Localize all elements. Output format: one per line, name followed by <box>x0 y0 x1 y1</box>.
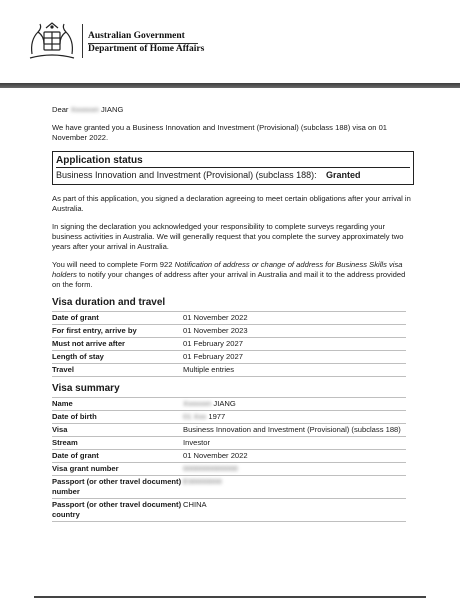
survey-paragraph: In signing the declaration you acknowledged your responsibility to complete surveys regarding your business activities in Australia. We will generally request that you complete the survey approximately two years after your arrival in Australia. <box>52 222 404 251</box>
obligation-paragraph: As part of this application, you signed a declaration agreeing to meet certain obligations after your arrival in Australia. <box>52 194 411 213</box>
status-title: Application status <box>56 154 410 168</box>
table-row: Stream Investor <box>52 437 406 450</box>
redacted-birth-day: 01 Xxx <box>183 412 207 421</box>
table-row: Date of grant 01 November 2022 <box>52 312 406 325</box>
header-bar <box>0 83 460 88</box>
visa-summary-title: Visa summary <box>52 383 120 394</box>
table-row: Travel Multiple entries <box>52 364 406 377</box>
table-row: Visa grant number 0000000000000 <box>52 463 406 476</box>
salutation: Dear Xxxxxxn JIANG <box>52 105 124 114</box>
department-name: Department of Home Affairs <box>88 44 205 54</box>
table-row: Date of birth 01 Xxx 1977 <box>52 411 406 424</box>
grant-intro: We have granted you a Business Innovation and Investment (Provisional) (subclass 188) visa on 01 November 2022. <box>52 123 388 142</box>
table-row: Visa Business Innovation and Investment (Provisional) (subclass 188) <box>52 424 406 437</box>
visa-summary-table <box>52 397 406 522</box>
form-922-paragraph: You will need to complete Form 922 Notification of address or change of address for Business Skills visa holders to notify your changes of address after your arrival in Australia and mail it to the address provided on the form. <box>52 260 406 289</box>
form-922-title: Notification of address or change of address for Business Skills visa holders <box>52 260 403 279</box>
redacted-given-name: Xxxxxxn <box>183 399 212 408</box>
footer-rule <box>34 596 426 598</box>
table-row: Length of stay 01 February 2027 <box>52 351 406 364</box>
table-row: Must not arrive after 01 February 2027 <box>52 338 406 351</box>
application-status-box <box>52 151 414 185</box>
table-row: Name Xxxxxxn JIANG <box>52 398 406 411</box>
status-granted-badge: Granted <box>326 170 361 180</box>
agency-rule <box>88 43 198 44</box>
visa-duration-table <box>52 311 406 377</box>
table-row: For first entry, arrive by 01 November 2023 <box>52 325 406 338</box>
redacted-grant-number: 0000000000000 <box>183 464 238 473</box>
status-visa: Business Innovation and Investment (Provisional) (subclass 188): <box>56 170 317 180</box>
table-row: Passport (or other travel document) number E00000000 <box>52 476 406 499</box>
government-name: Australian Government <box>88 31 185 41</box>
letterhead <box>0 0 460 82</box>
table-row: Passport (or other travel document) country CHINA <box>52 499 406 522</box>
salutation-surname: JIANG <box>101 105 124 114</box>
table-row: Date of grant 01 November 2022 <box>52 450 406 463</box>
coat-of-arms-icon <box>26 18 78 62</box>
redacted-passport-number: E00000000 <box>183 477 222 486</box>
letter-body <box>52 105 414 522</box>
crest-divider <box>82 24 83 58</box>
visa-duration-title: Visa duration and travel <box>52 297 166 308</box>
status-row <box>56 170 410 181</box>
redacted-given-name: Xxxxxxn <box>70 105 99 114</box>
